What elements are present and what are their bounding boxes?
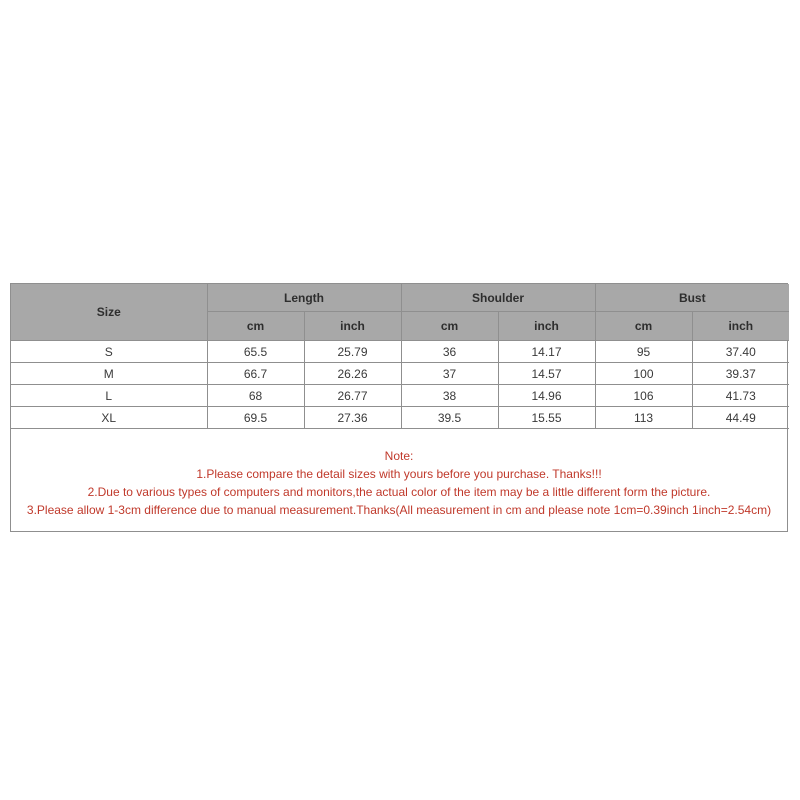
value-cell: 38 [401, 385, 498, 407]
value-cell: 25.79 [304, 341, 401, 363]
shoulder-header: Shoulder [401, 284, 595, 312]
notes-title: Note: [384, 449, 414, 463]
notes-section [11, 429, 787, 531]
value-cell: 44.49 [692, 407, 789, 429]
size-cell: M [11, 363, 207, 385]
table-row [11, 341, 789, 363]
unit-header: cm [207, 312, 304, 341]
value-cell: 37 [401, 363, 498, 385]
value-cell: 14.57 [498, 363, 595, 385]
value-cell: 106 [595, 385, 692, 407]
unit-header: cm [595, 312, 692, 341]
value-cell: 65.5 [207, 341, 304, 363]
value-cell: 95 [595, 341, 692, 363]
value-cell: 14.17 [498, 341, 595, 363]
note-line: 3.Please allow 1-3cm difference due to manual measurement.Thanks(All measurement in cm and please note 1cm=0.39inch 1inch=2.54cm) [26, 503, 772, 517]
value-cell: 100 [595, 363, 692, 385]
value-cell: 66.7 [207, 363, 304, 385]
size-cell: XL [11, 407, 207, 429]
unit-header: inch [304, 312, 401, 341]
table-row [11, 363, 789, 385]
size-cell: L [11, 385, 207, 407]
length-header: Length [207, 284, 401, 312]
value-cell: 26.26 [304, 363, 401, 385]
bust-header: Bust [595, 284, 789, 312]
unit-header: inch [498, 312, 595, 341]
value-cell: 37.40 [692, 341, 789, 363]
value-cell: 68 [207, 385, 304, 407]
value-cell: 26.77 [304, 385, 401, 407]
table-row [11, 407, 789, 429]
unit-header: cm [401, 312, 498, 341]
size-chart [10, 283, 788, 532]
table-row [11, 385, 789, 407]
value-cell: 14.96 [498, 385, 595, 407]
note-line: 2.Due to various types of computers and monitors,the actual color of the item may be a little different form the picture. [87, 485, 711, 499]
size-cell: S [11, 341, 207, 363]
header-group-row [11, 284, 789, 312]
size-column-header: Size [11, 284, 207, 341]
value-cell: 39.37 [692, 363, 789, 385]
value-cell: 41.73 [692, 385, 789, 407]
value-cell: 36 [401, 341, 498, 363]
value-cell: 69.5 [207, 407, 304, 429]
note-line: 1.Please compare the detail sizes with yours before you purchase. Thanks!!! [196, 467, 602, 481]
value-cell: 15.55 [498, 407, 595, 429]
value-cell: 27.36 [304, 407, 401, 429]
unit-header: inch [692, 312, 789, 341]
size-table [11, 284, 789, 429]
value-cell: 39.5 [401, 407, 498, 429]
value-cell: 113 [595, 407, 692, 429]
